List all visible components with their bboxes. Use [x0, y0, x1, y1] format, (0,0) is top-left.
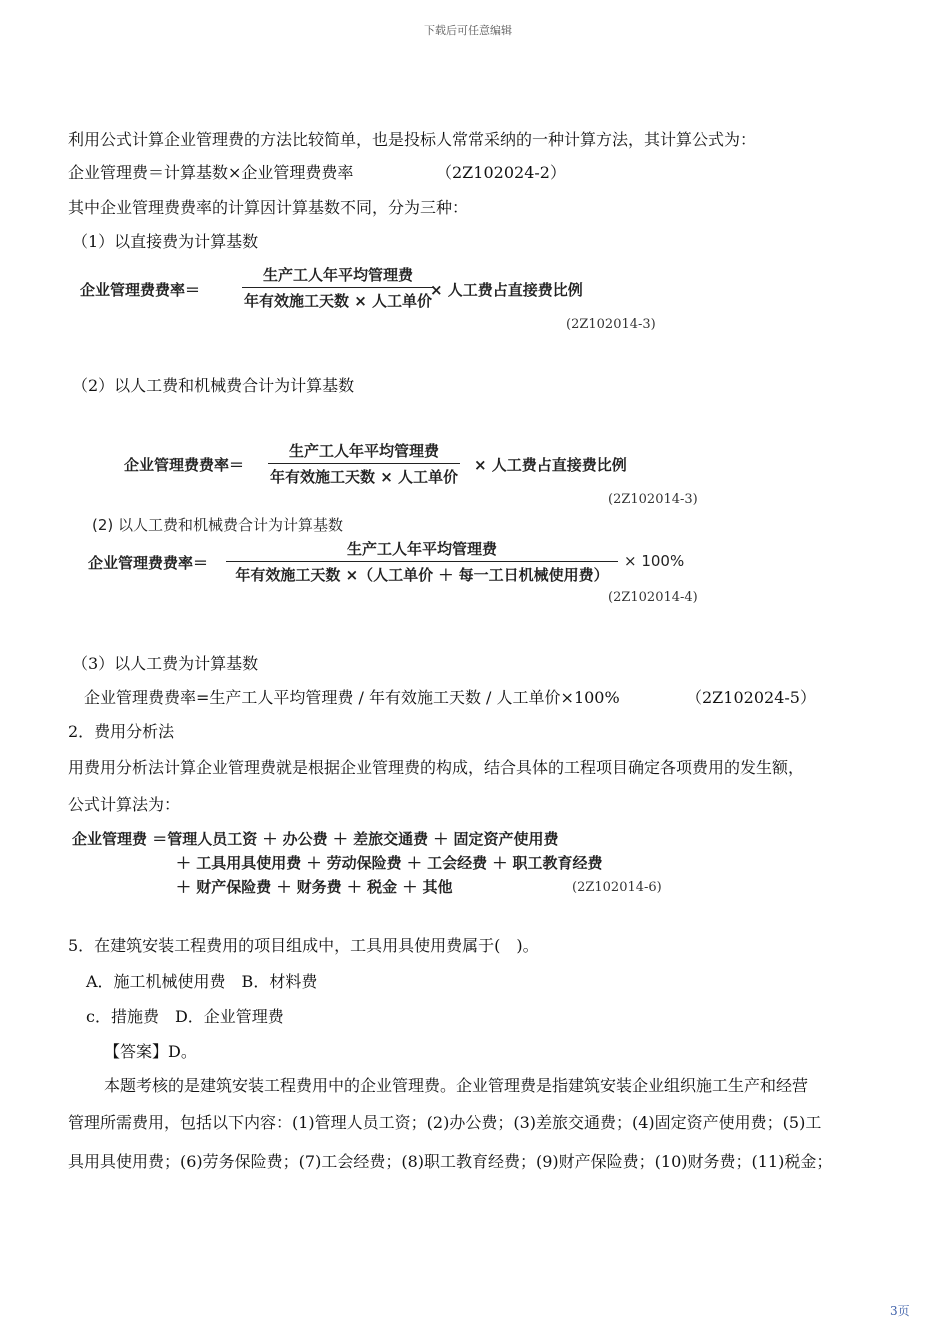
formula-image-2 [88, 430, 728, 610]
formula-tail: × 人工费占直接费比例 [430, 281, 583, 299]
formula-fraction [242, 264, 434, 311]
question-answer: 【答案】D。 [104, 1042, 197, 1061]
formula-code: (2Z102014-3) [608, 492, 698, 507]
formula-fraction [268, 440, 460, 487]
formula-main: 企业管理费＝计算基数×企业管理费费率 [68, 163, 354, 182]
question-options: A．施工机械使用费 B．材料费 [86, 972, 318, 991]
formula-subheading: (2) 以人工费和机械费合计为计算基数 [92, 516, 344, 534]
formula-denominator: 年有效施工天数 × 人工单价 [268, 463, 460, 487]
formula-tail: × 100% [624, 552, 685, 570]
formula-lhs: 企业管理费费率＝ [88, 554, 209, 572]
formula-code: （2Z102024-5） [686, 688, 816, 707]
formula-numerator: 生产工人年平均管理费 [263, 266, 414, 284]
formula-line: 企业管理费 ＝管理人员工资 ＋ 办公费 ＋ 差旅交通费 ＋ 固定资产使用费 [72, 830, 559, 848]
list-item: （1）以直接费为计算基数 [72, 232, 259, 251]
formula-code: （2Z102024-2） [436, 163, 566, 182]
formula-code: (2Z102014-4) [608, 590, 698, 605]
formula-image-1 [80, 262, 680, 342]
page-number: 3页 [890, 1304, 910, 1318]
formula-lhs: 企业管理费费率＝ [80, 281, 201, 299]
formula-fraction [226, 538, 618, 585]
explanation-line: 具用具使用费；(6)劳务保险费；(7)工会经费；(8)职工教育经费；(9)财产保险费；(10)财务费；(11)税金； [68, 1152, 833, 1171]
formula-code: (2Z102014-3) [566, 317, 656, 332]
list-item: （3）以人工费为计算基数 [72, 654, 259, 673]
formula-code: (2Z102014-6) [572, 880, 662, 895]
question-stem: 5．在建筑安装工程费用的项目组成中，工具用具使用费属于( )。 [68, 936, 539, 955]
question-options: c．措施费 D．企业管理费 [86, 1007, 284, 1026]
paragraph: 其中企业管理费费率的计算因计算基数不同，分为三种： [68, 198, 469, 217]
formula-lhs: 企业管理费费率＝ [124, 456, 245, 474]
formula-numerator: 生产工人年平均管理费 [346, 540, 497, 558]
explanation-line: 本题考核的是建筑安装工程费用中的企业管理费。企业管理费是指建筑安装企业组织施工生产和经营 [104, 1076, 809, 1095]
formula-line: ＋ 财产保险费 ＋ 财务费 ＋ 税金 ＋ 其他 [176, 878, 453, 896]
page-header: 下载后可任意编辑 [424, 24, 512, 37]
formula-denominator: 年有效施工天数 ×（人工单价 ＋ 每一工日机械使用费） [226, 561, 618, 585]
paragraph: 用费用分析法计算企业管理费就是根据企业管理费的构成，结合具体的工程项目确定各项费用的发生额， [68, 758, 805, 777]
formula-3: 企业管理费费率=生产工人平均管理费 / 年有效施工天数 / 人工单价×100% [84, 688, 620, 707]
formula-line: ＋ 工具用具使用费 ＋ 劳动保险费 ＋ 工会经费 ＋ 职工教育经费 [176, 854, 603, 872]
explanation-line: 管理所需费用，包括以下内容：(1)管理人员工资；(2)办公费；(3)差旅交通费；(4)固定资产使用费；(5)工 [68, 1113, 822, 1132]
formula-denominator: 年有效施工天数 × 人工单价 [242, 287, 434, 311]
formula-image-3 [72, 828, 682, 904]
section-heading: 2．费用分析法 [68, 722, 175, 741]
formula-numerator: 生产工人年平均管理费 [289, 442, 440, 460]
paragraph: 公式计算法为： [68, 795, 181, 814]
paragraph: 利用公式计算企业管理费的方法比较简单，也是投标人常常采纳的一种计算方法，其计算公式为： [68, 130, 757, 149]
formula-tail: × 人工费占直接费比例 [474, 456, 627, 474]
list-item: （2）以人工费和机械费合计为计算基数 [72, 376, 355, 395]
